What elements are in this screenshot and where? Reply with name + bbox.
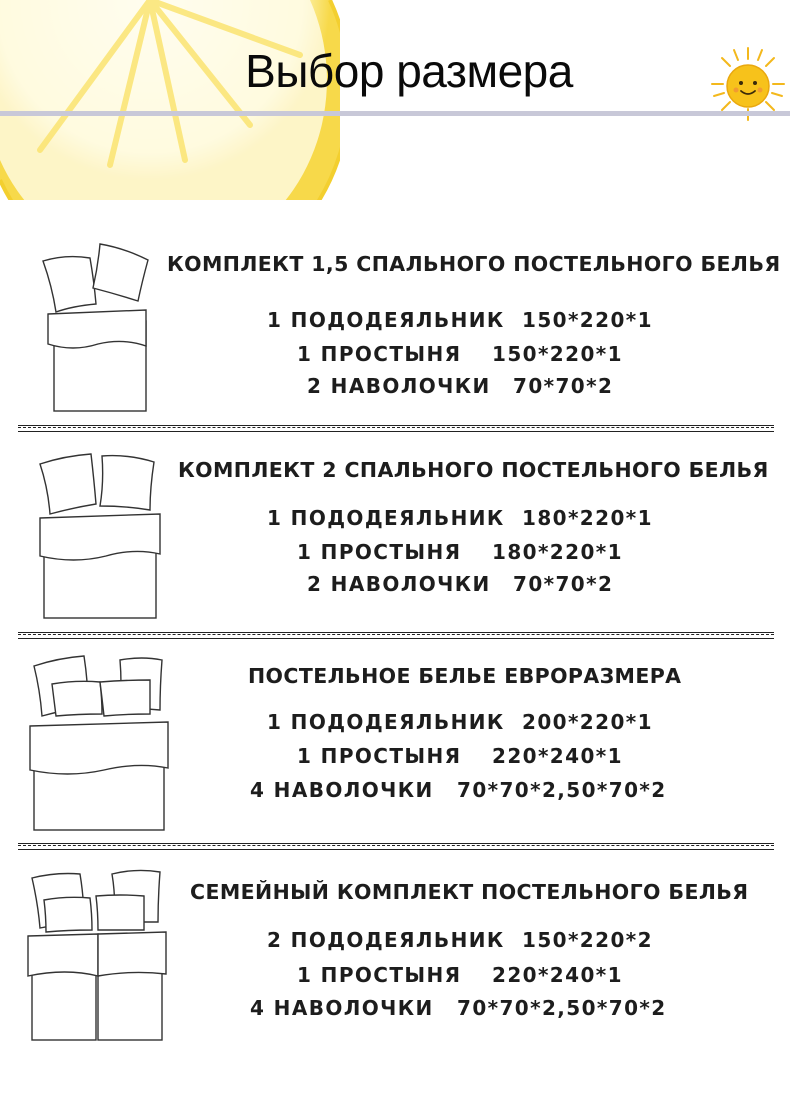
spec-item: 2 НАВОЛОЧКИ bbox=[307, 572, 491, 596]
size-section-family bbox=[0, 860, 790, 1060]
spec-dimension: 220*240*1 bbox=[492, 744, 623, 768]
spec-item: 1 ПРОСТЫНЯ bbox=[297, 963, 462, 987]
page-title: Выбор размера bbox=[245, 45, 573, 97]
spec-dimension: 200*220*1 bbox=[522, 710, 653, 734]
size-section-single bbox=[0, 232, 790, 432]
spec-item: 1 ПОДОДЕЯЛЬНИК bbox=[267, 308, 505, 332]
spec-item: 4 НАВОЛОЧКИ bbox=[250, 996, 434, 1020]
spec-dimension: 180*220*1 bbox=[492, 540, 623, 564]
spec-row bbox=[0, 744, 790, 770]
spec-item: 1 ПОДОДЕЯЛЬНИК bbox=[267, 506, 505, 530]
size-section-euro bbox=[0, 648, 790, 838]
spec-dimension: 70*70*2 bbox=[513, 572, 614, 596]
spec-dimension: 220*240*1 bbox=[492, 963, 623, 987]
size-section-double bbox=[0, 440, 790, 630]
spec-dimension: 150*220*1 bbox=[522, 308, 653, 332]
spec-item: 1 ПРОСТЫНЯ bbox=[297, 744, 462, 768]
spec-row bbox=[0, 572, 790, 598]
spec-row bbox=[0, 928, 790, 954]
lemon-slice-decoration bbox=[0, 0, 340, 200]
spec-row bbox=[0, 506, 790, 532]
section-divider bbox=[18, 425, 774, 432]
spec-item: 1 ПРОСТЫНЯ bbox=[297, 540, 462, 564]
euro-bed-icon bbox=[28, 650, 170, 834]
spec-row bbox=[0, 996, 790, 1022]
section-heading: ПОСТЕЛЬНОЕ БЕЛЬЕ ЕВРОРАЗМЕРА bbox=[248, 664, 682, 688]
spec-dimension: 150*220*2 bbox=[522, 928, 653, 952]
spec-row bbox=[0, 778, 790, 804]
spec-row bbox=[0, 963, 790, 989]
spec-item: 2 НАВОЛОЧКИ bbox=[307, 374, 491, 398]
spec-row bbox=[0, 342, 790, 368]
spec-dimension: 70*70*2,50*70*2 bbox=[457, 778, 667, 802]
spec-dimension: 180*220*1 bbox=[522, 506, 653, 530]
section-divider bbox=[18, 632, 774, 639]
spec-item: 1 ПОДОДЕЯЛЬНИК bbox=[267, 710, 505, 734]
section-heading: СЕМЕЙНЫЙ КОМПЛЕКТ ПОСТЕЛЬНОГО БЕЛЬЯ bbox=[190, 880, 749, 904]
section-divider bbox=[18, 843, 774, 850]
spec-row bbox=[0, 540, 790, 566]
spec-row bbox=[0, 308, 790, 334]
spec-dimension: 70*70*2,50*70*2 bbox=[457, 996, 667, 1020]
section-heading: КОМПЛЕКТ 1,5 СПАЛЬНОГО ПОСТЕЛЬНОГО БЕЛЬЯ bbox=[167, 252, 781, 276]
spec-item: 2 ПОДОДЕЯЛЬНИК bbox=[267, 928, 505, 952]
section-heading: КОМПЛЕКТ 2 СПАЛЬНОГО ПОСТЕЛЬНОГО БЕЛЬЯ bbox=[178, 458, 769, 482]
spec-item: 4 НАВОЛОЧКИ bbox=[250, 778, 434, 802]
spec-dimension: 150*220*1 bbox=[492, 342, 623, 366]
title-underline bbox=[0, 111, 790, 116]
spec-dimension: 70*70*2 bbox=[513, 374, 614, 398]
spec-row bbox=[0, 374, 790, 400]
spec-item: 1 ПРОСТЫНЯ bbox=[297, 342, 462, 366]
spec-row bbox=[0, 710, 790, 736]
